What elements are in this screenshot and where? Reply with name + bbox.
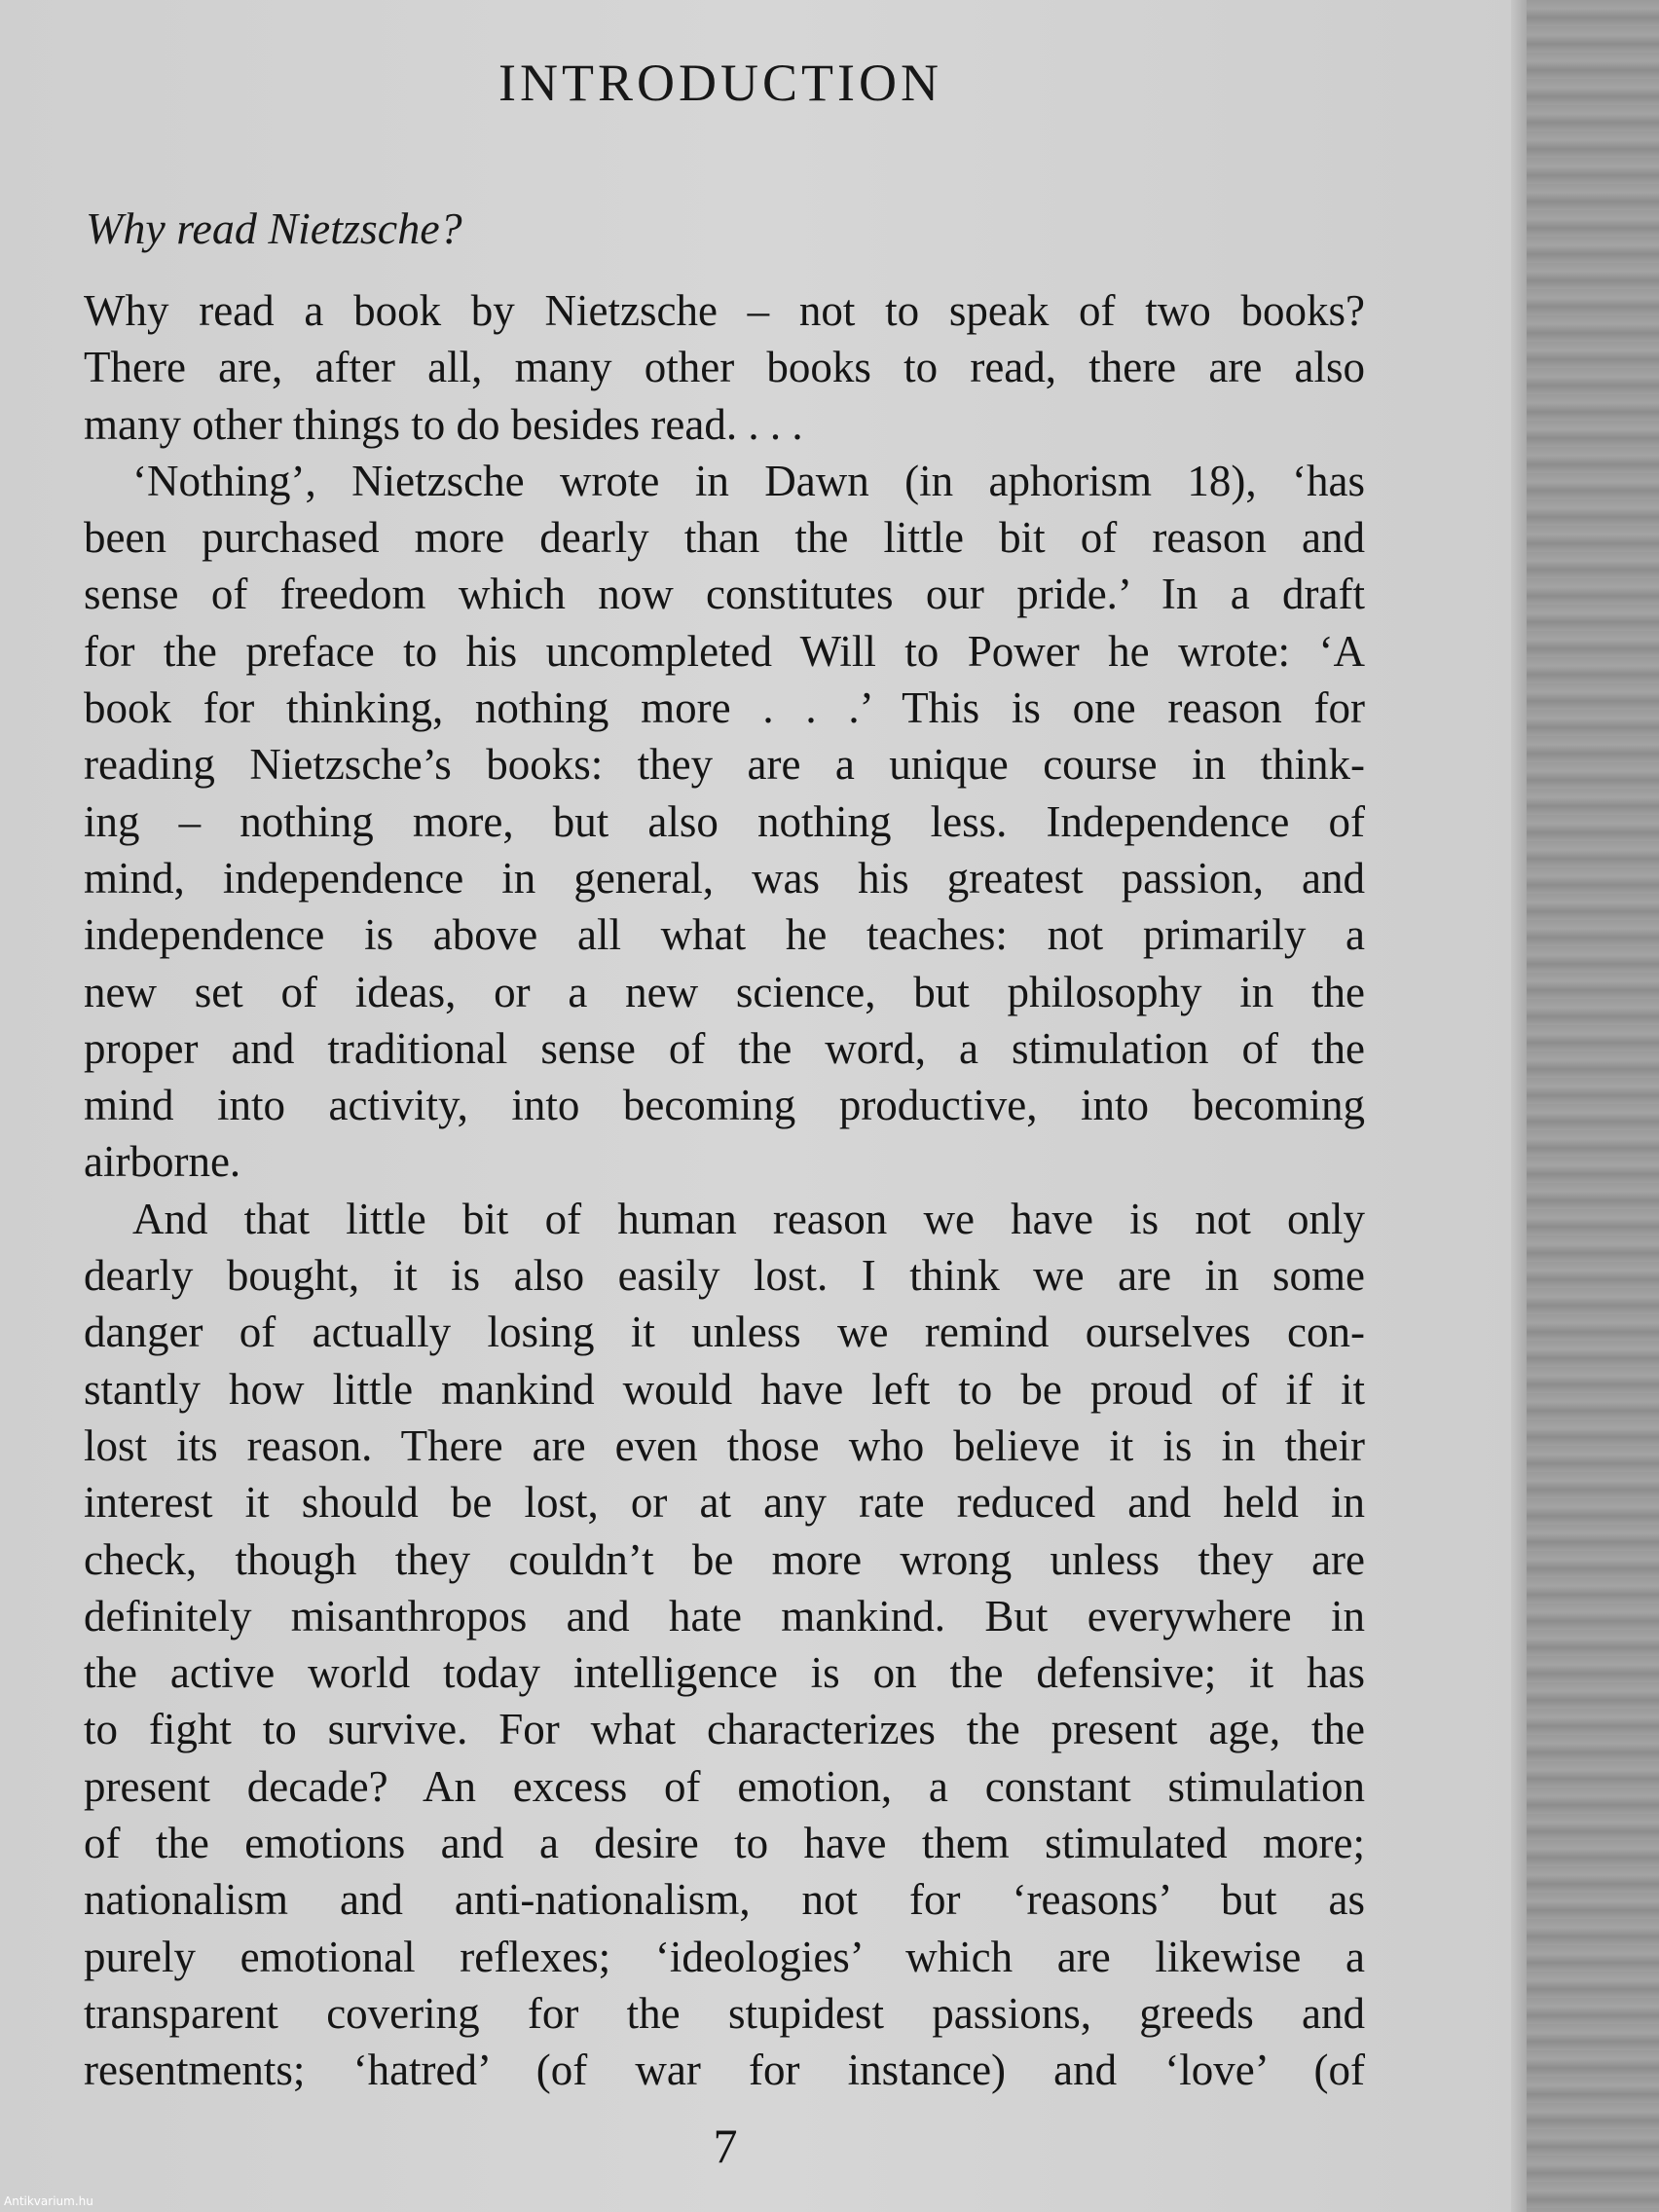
- text-line: to fight to survive. For what characterizes the present age, the: [84, 1705, 1365, 1754]
- text-line: present decade? An excess of emotion, a constant stimulation: [84, 1761, 1365, 1811]
- text-line: resentments; ‘hatred’ (of war for instance) and ‘love’ (of: [84, 2046, 1365, 2095]
- text-line: the active world today intelligence is on the defensive; it has: [84, 1648, 1365, 1698]
- text-line: reading Nietzsche’s books: they are a unique course in think-: [84, 740, 1365, 790]
- text-line: lost its reason. There are even those who believe it is in their: [84, 1420, 1365, 1470]
- text-line: ing – nothing more, but also nothing less. Independence of: [84, 796, 1365, 846]
- body-text: [84, 282, 1365, 2099]
- chapter-heading: INTRODUCTION: [498, 54, 942, 112]
- text-line: nationalism and anti-nationalism, not for ‘reasons’ but as: [84, 1875, 1365, 1925]
- text-line: danger of actually losing it unless we remind ourselves con-: [84, 1308, 1365, 1357]
- page-number: 7: [713, 2119, 738, 2173]
- book-binding: [1527, 0, 1659, 2212]
- text-line: check, though they couldn’t be more wrong unless they are: [84, 1534, 1365, 1584]
- text-line: dearly bought, it is also easily lost. I think we are in some: [84, 1251, 1365, 1301]
- text-line: ‘Nothing’, Nietzsche wrote in Dawn (in aphorism 18), ‘has: [132, 456, 1365, 505]
- text-line: purely emotional reflexes; ‘ideologies’ which are likewise a: [84, 1932, 1365, 1981]
- text-line: book for thinking, nothing more . . .’ This is one reason for: [84, 683, 1365, 733]
- text-line: proper and traditional sense of the word, a stimulation of the: [84, 1023, 1365, 1073]
- text-line: stantly how little mankind would have left to be proud of if it: [84, 1364, 1365, 1414]
- text-line: definitely misanthropos and hate mankind. But everywhere in: [84, 1591, 1365, 1641]
- text-line: many other things to do besides read. . . .: [84, 399, 803, 449]
- text-line: mind, independence in general, was his greatest passion, and: [84, 853, 1365, 903]
- section-subheading: Why read Nietzsche?: [86, 203, 462, 253]
- text-line: interest it should be lost, or at any rate reduced and held in: [84, 1478, 1365, 1528]
- page-edge: [1511, 0, 1527, 2212]
- text-line: mind into activity, into becoming productive, into becoming: [84, 1081, 1365, 1130]
- watermark: Antikvarium.hu: [4, 2194, 93, 2208]
- text-line: new set of ideas, or a new science, but philosophy in the: [84, 967, 1365, 1016]
- text-line: been purchased more dearly than the little bit of reason and: [84, 513, 1365, 563]
- text-line: sense of freedom which now constitutes our pride.’ In a draft: [84, 570, 1365, 619]
- text-line: There are, after all, many other books to read, there are also: [84, 343, 1365, 392]
- text-line: for the preface to his uncompleted Will to Power he wrote: ‘A: [84, 626, 1365, 676]
- text-line: transparent covering for the stupidest passions, greeds and: [84, 1988, 1365, 2038]
- text-line: And that little bit of human reason we have is not only: [132, 1194, 1365, 1243]
- text-line: of the emotions and a desire to have them stimulated more;: [84, 1819, 1365, 1868]
- text-line: independence is above all what he teaches: not primarily a: [84, 910, 1365, 960]
- text-line: airborne.: [84, 1137, 241, 1187]
- text-line: Why read a book by Nietzsche – not to speak of two books?: [84, 286, 1365, 335]
